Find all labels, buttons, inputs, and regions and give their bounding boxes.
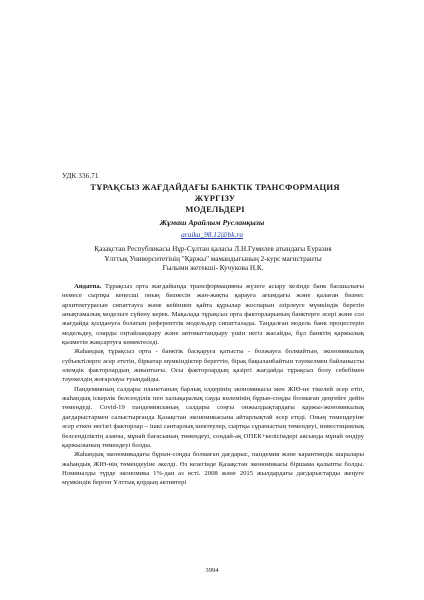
body-paragraph: Пандемияның салдары планетаның барлық елдерінің экономикасы мен ЖІӨ-не тікелей әсер етіп, жаһандық іскерлік белсенділік пен халықаралық сауда көлемінің бұрын-соңды болмаған деңгейге дейін төмендеді. Covid-19 пандемиясының салдары соңғы онжылдықтардағы қаржы-экономикалық дағдарыстармен салыстырғанда Қазақстан экономикасына айтарлықтай әсер етеді. Оның төмендеуіне әсер еткен негізгі факторлар – ішкі сантарлық шектеулер, сыртқы сұраныстың төмендеуі, инвестициялық белсенділіктің азаюы, мұнай бағасының төмендеуі, сондай-ақ ОПЕК+келісімдері аясында мұнай өндіру қаржылының төмендеуі болды.: [62, 385, 364, 449]
affiliation: [80, 245, 346, 274]
affiliation-line: Қазақстан Республикасы Нұр-Сұлтан қаласы Л.Н.Гумилев атындағы Еуразия: [94, 245, 332, 253]
article-title: [70, 182, 360, 215]
affiliation-line: Ұлттық Университетінің "Қаржы" мамандығының 2-курс магистранты: [104, 254, 322, 263]
abstract-paragraph: [62, 282, 364, 347]
author-name: Жұмаш Арайлым Русланқызы: [159, 218, 265, 227]
body-paragraph: Жаһандық тұрақсыз орта - банктік басқаруға қатысты - болжауға болмайтын, экономикалық субъектілерге әсер ететін, біркатар мүмкіндіктер береттін, бірақ бақыланбайтын тәуекелмен байланысты әлемдік факторлардың жиынтығы. Осы факторлардың қазіргі жағдайда тұрақсыз болу себебімен тәуекелдің жоғарлауы туындайды.: [62, 348, 364, 384]
page-number: 3994: [205, 567, 219, 574]
author-email-link[interactable]: araika_98.12@bk.ru: [181, 230, 243, 239]
abstract-label: Андатпа.: [74, 283, 102, 290]
abstract-text: Тұрақсыз орта жағдайында трансформацияны жүзеге асыру кезінде банк басшылығы немесе сыртқы кеңесші оның бизнесін жан-жақты қарауға ағымдағы және қалаған бизнес архитектурасын сипаттауға және кейіннен қайта құрылар жоспарын әзірлеуге мүмкіндік беретін анықтамалық модельге сүйену керек. Мақалада тұрақсыз орта факторларының банктерге әсері және сол жағдайда қолдануға болатын референттік модельдер сипатталады. Таңдалған модель банк процестерін модельдеу, оларды оңтайландыру және автоматтандыру үшін негіз жасайды, бұл банктің қаржылық қызметін жақсартуға көмектеседі.: [62, 283, 364, 347]
title-line: ТҰРАҚСЫЗ ЖАҒДАЙДАҒЫ БАНКТІК ТРАНСФОРМАЦИЯ ЖҮРГІЗУ: [90, 182, 340, 203]
affiliation-line: Ғылыми жетекші- Кучукова Н.К.: [162, 264, 264, 272]
body-paragraph: Жаһандық экономикадағы бұрын-соңды болмаған дағдарыс, пандемия және карантиндік шаралары жаһандық ЖІӨ-нің төмендеуіне әкелді. Өз кезегінде Қазақстан экономикасы біршама қалыпты болды. Номиналды түрде экономика 1%-дан аз өсті. 2008 және 2015 жылдардағы дағдарыстарды жеңуге мүмкіндік берген Ұлттық қордың активтері: [62, 451, 364, 487]
article-body: [62, 282, 364, 488]
title-line: МОДЕЛЬДЕРІ: [185, 204, 245, 214]
udk-code: УДК 336.71: [62, 172, 99, 180]
